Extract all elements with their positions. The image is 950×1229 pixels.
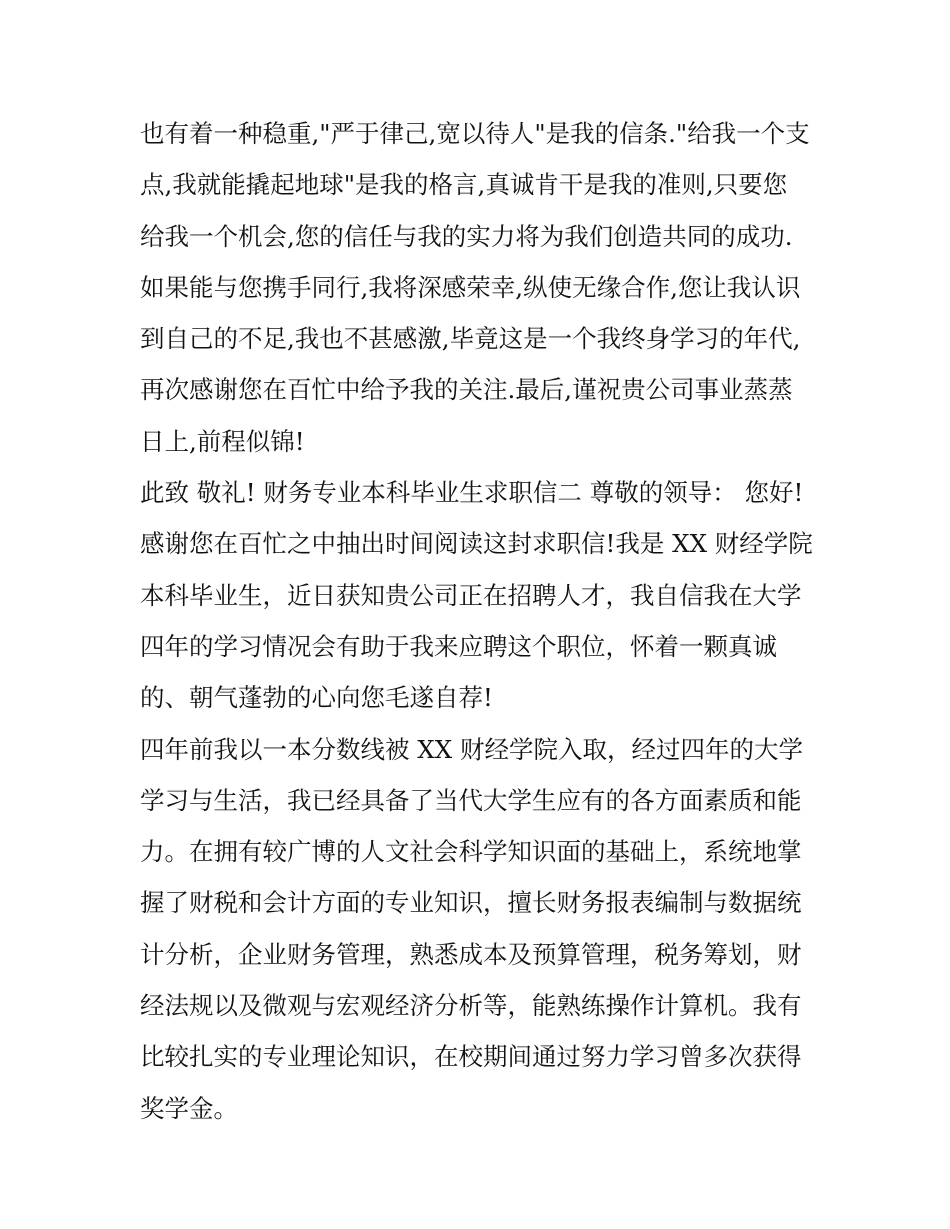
text-line-13: 四年前我以一本分数线被 XX 财经学院入取，经过四年的大学 xyxy=(140,734,803,764)
text-line-2: 点,我就能撬起地球"是我的格言,真诚肯干是我的准则,只要您 xyxy=(140,170,788,200)
text-line-12: 的、朝气蓬勃的心向您毛遂自荐! xyxy=(140,683,493,713)
text-line-17: 计分析，企业财务管理，熟悉成本及预算管理，税务筹划，财 xyxy=(140,939,802,969)
text-line-18: 经法规以及微观与宏观经济分析等，能熟练操作计算机。我有 xyxy=(140,991,802,1021)
text-line-20: 奖学金。 xyxy=(140,1093,238,1123)
text-line-1: 也有着一种稳重,"严于律己,宽以待人"是我的信条."给我一个支 xyxy=(140,119,810,148)
text-line-5: 到自己的不足,我也不甚感激,毕竟这是一个我终身学习的年代, xyxy=(140,324,801,354)
document-body xyxy=(140,108,813,1134)
text-line-14: 学习与生活，我已经具备了当代大学生应有的各方面素质和能 xyxy=(140,785,802,815)
text-line-4: 如果能与您携手同行,我将深感荣幸,纵使无缘合作,您让我认识 xyxy=(140,272,801,302)
text-line-7: 日上,前程似锦! xyxy=(140,426,305,456)
text-line-16: 握了财税和会计方面的专业知识，擅长财务报表编制与数据统 xyxy=(140,888,802,918)
text-line-15: 力。在拥有较广博的人文社会科学知识面的基础上，系统地掌 xyxy=(140,837,802,867)
text-line-9: 感谢您在百忙之中抽出时间阅读这封求职信!我是 XX 财经学院 xyxy=(140,529,813,559)
text-line-19: 比较扎实的专业理论知识，在校期间通过努力学习曾多次获得 xyxy=(140,1042,802,1072)
text-line-6: 再次感谢您在百忙中给予我的关注.最后,谨祝贵公司事业蒸蒸 xyxy=(140,375,793,405)
text-line-11: 四年的学习情况会有助于我来应聘这个职位，怀着一颗真诚 xyxy=(140,631,777,661)
text-line-3: 给我一个机会,您的信任与我的实力将为我们创造共同的成功. xyxy=(140,221,793,251)
text-line-10: 本科毕业生，近日获知贵公司正在招聘人才，我自信我在大学 xyxy=(140,580,802,610)
text-line-8: 此致 敬礼! 财务专业本科毕业生求职信二 尊敬的领导： 您好! xyxy=(140,478,804,508)
